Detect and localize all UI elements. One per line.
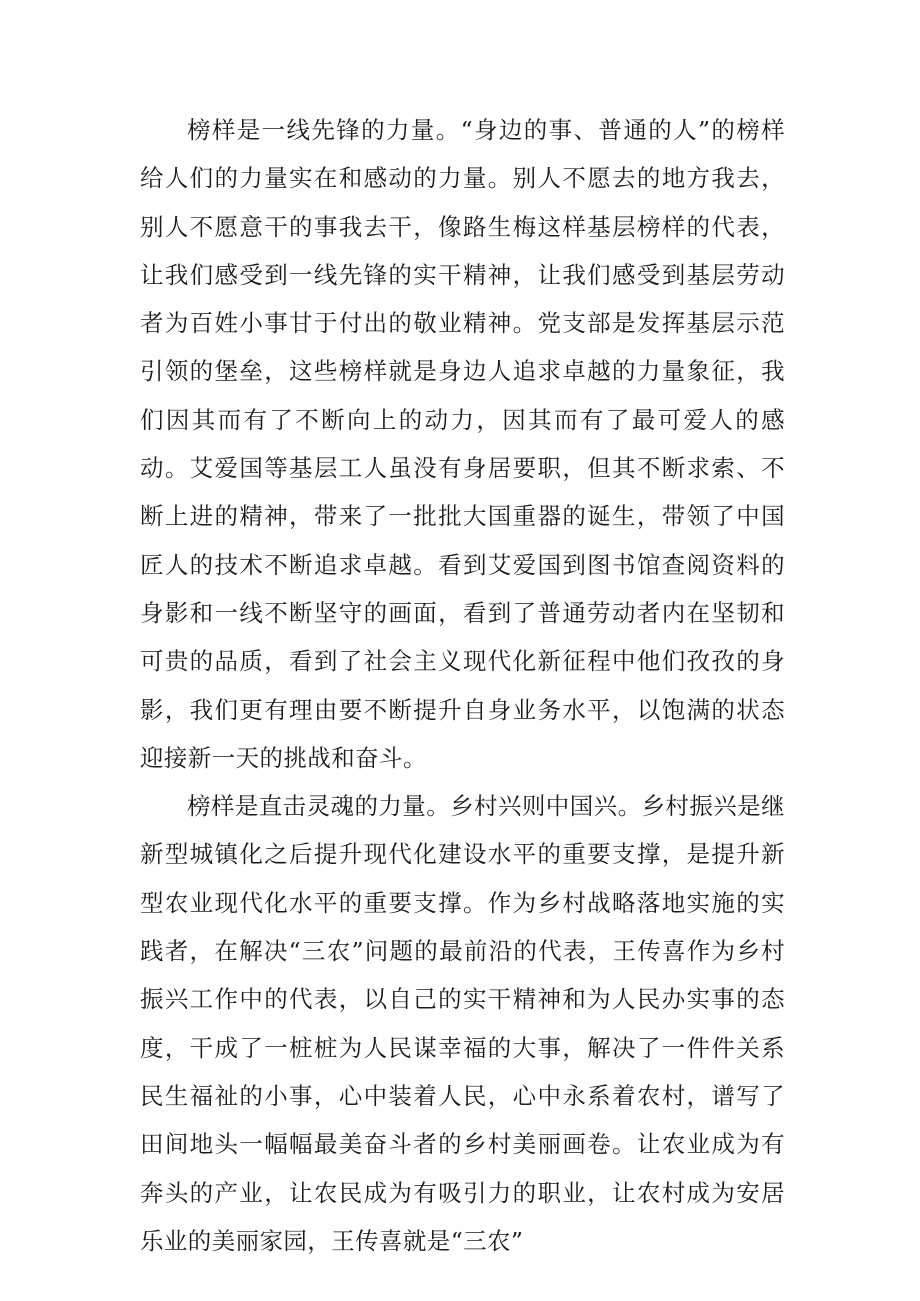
document-body	[140, 106, 785, 1265]
paragraph-2: 榜样是直击灵魂的力量。乡村兴则中国兴。乡村振兴是继新型城镇化之后提升现代化建设水平的重要支撑，是提升新型农业现代化水平的重要支撑。作为乡村战略落地实施的实践者，在解决“三农”问题的最前沿的代表，王传喜作为乡村振兴工作中的代表，以自己的实干精神和为人民办实事的态度，干成了一桩桩为人民谋幸福的大事，解决了一件件关系民生福祉的小事，心中装着人民，心中永系着农村，谱写了田间地头一幅幅最美奋斗者的乡村美丽画卷。让农业成为有奔头的产业，让农民成为有吸引力的职业，让农村成为安居乐业的美丽家园，王传喜就是“三农”	[140, 792, 785, 1255]
paragraph-1: 榜样是一线先锋的力量。“身边的事、普通的人”的榜样给人们的力量实在和感动的力量。别人不愿去的地方我去，别人不愿意干的事我去干，像路生梅这样基层榜样的代表，让我们感受到一线先锋的实干精神，让我们感受到基层劳动者为百姓小事甘于付出的敬业精神。党支部是发挥基层示范引领的堡垒，这些榜样就是身边人追求卓越的力量象征，我们因其而有了不断向上的动力，因其而有了最可爱人的感动。艾爱国等基层工人虽没有身居要职，但其不断求索、不断上进的精神，带来了一批批大国重器的诞生，带领了中国匠人的技术不断追求卓越。看到艾爱国到图书馆查阅资料的身影和一线不断坚守的画面，看到了普通劳动者内在坚韧和可贵的品质，看到了社会主义现代化新征程中他们孜孜的身影，我们更有理由要不断提升自身业务水平，以饱满的状态迎接新一天的挑战和奋斗。	[140, 116, 785, 772]
